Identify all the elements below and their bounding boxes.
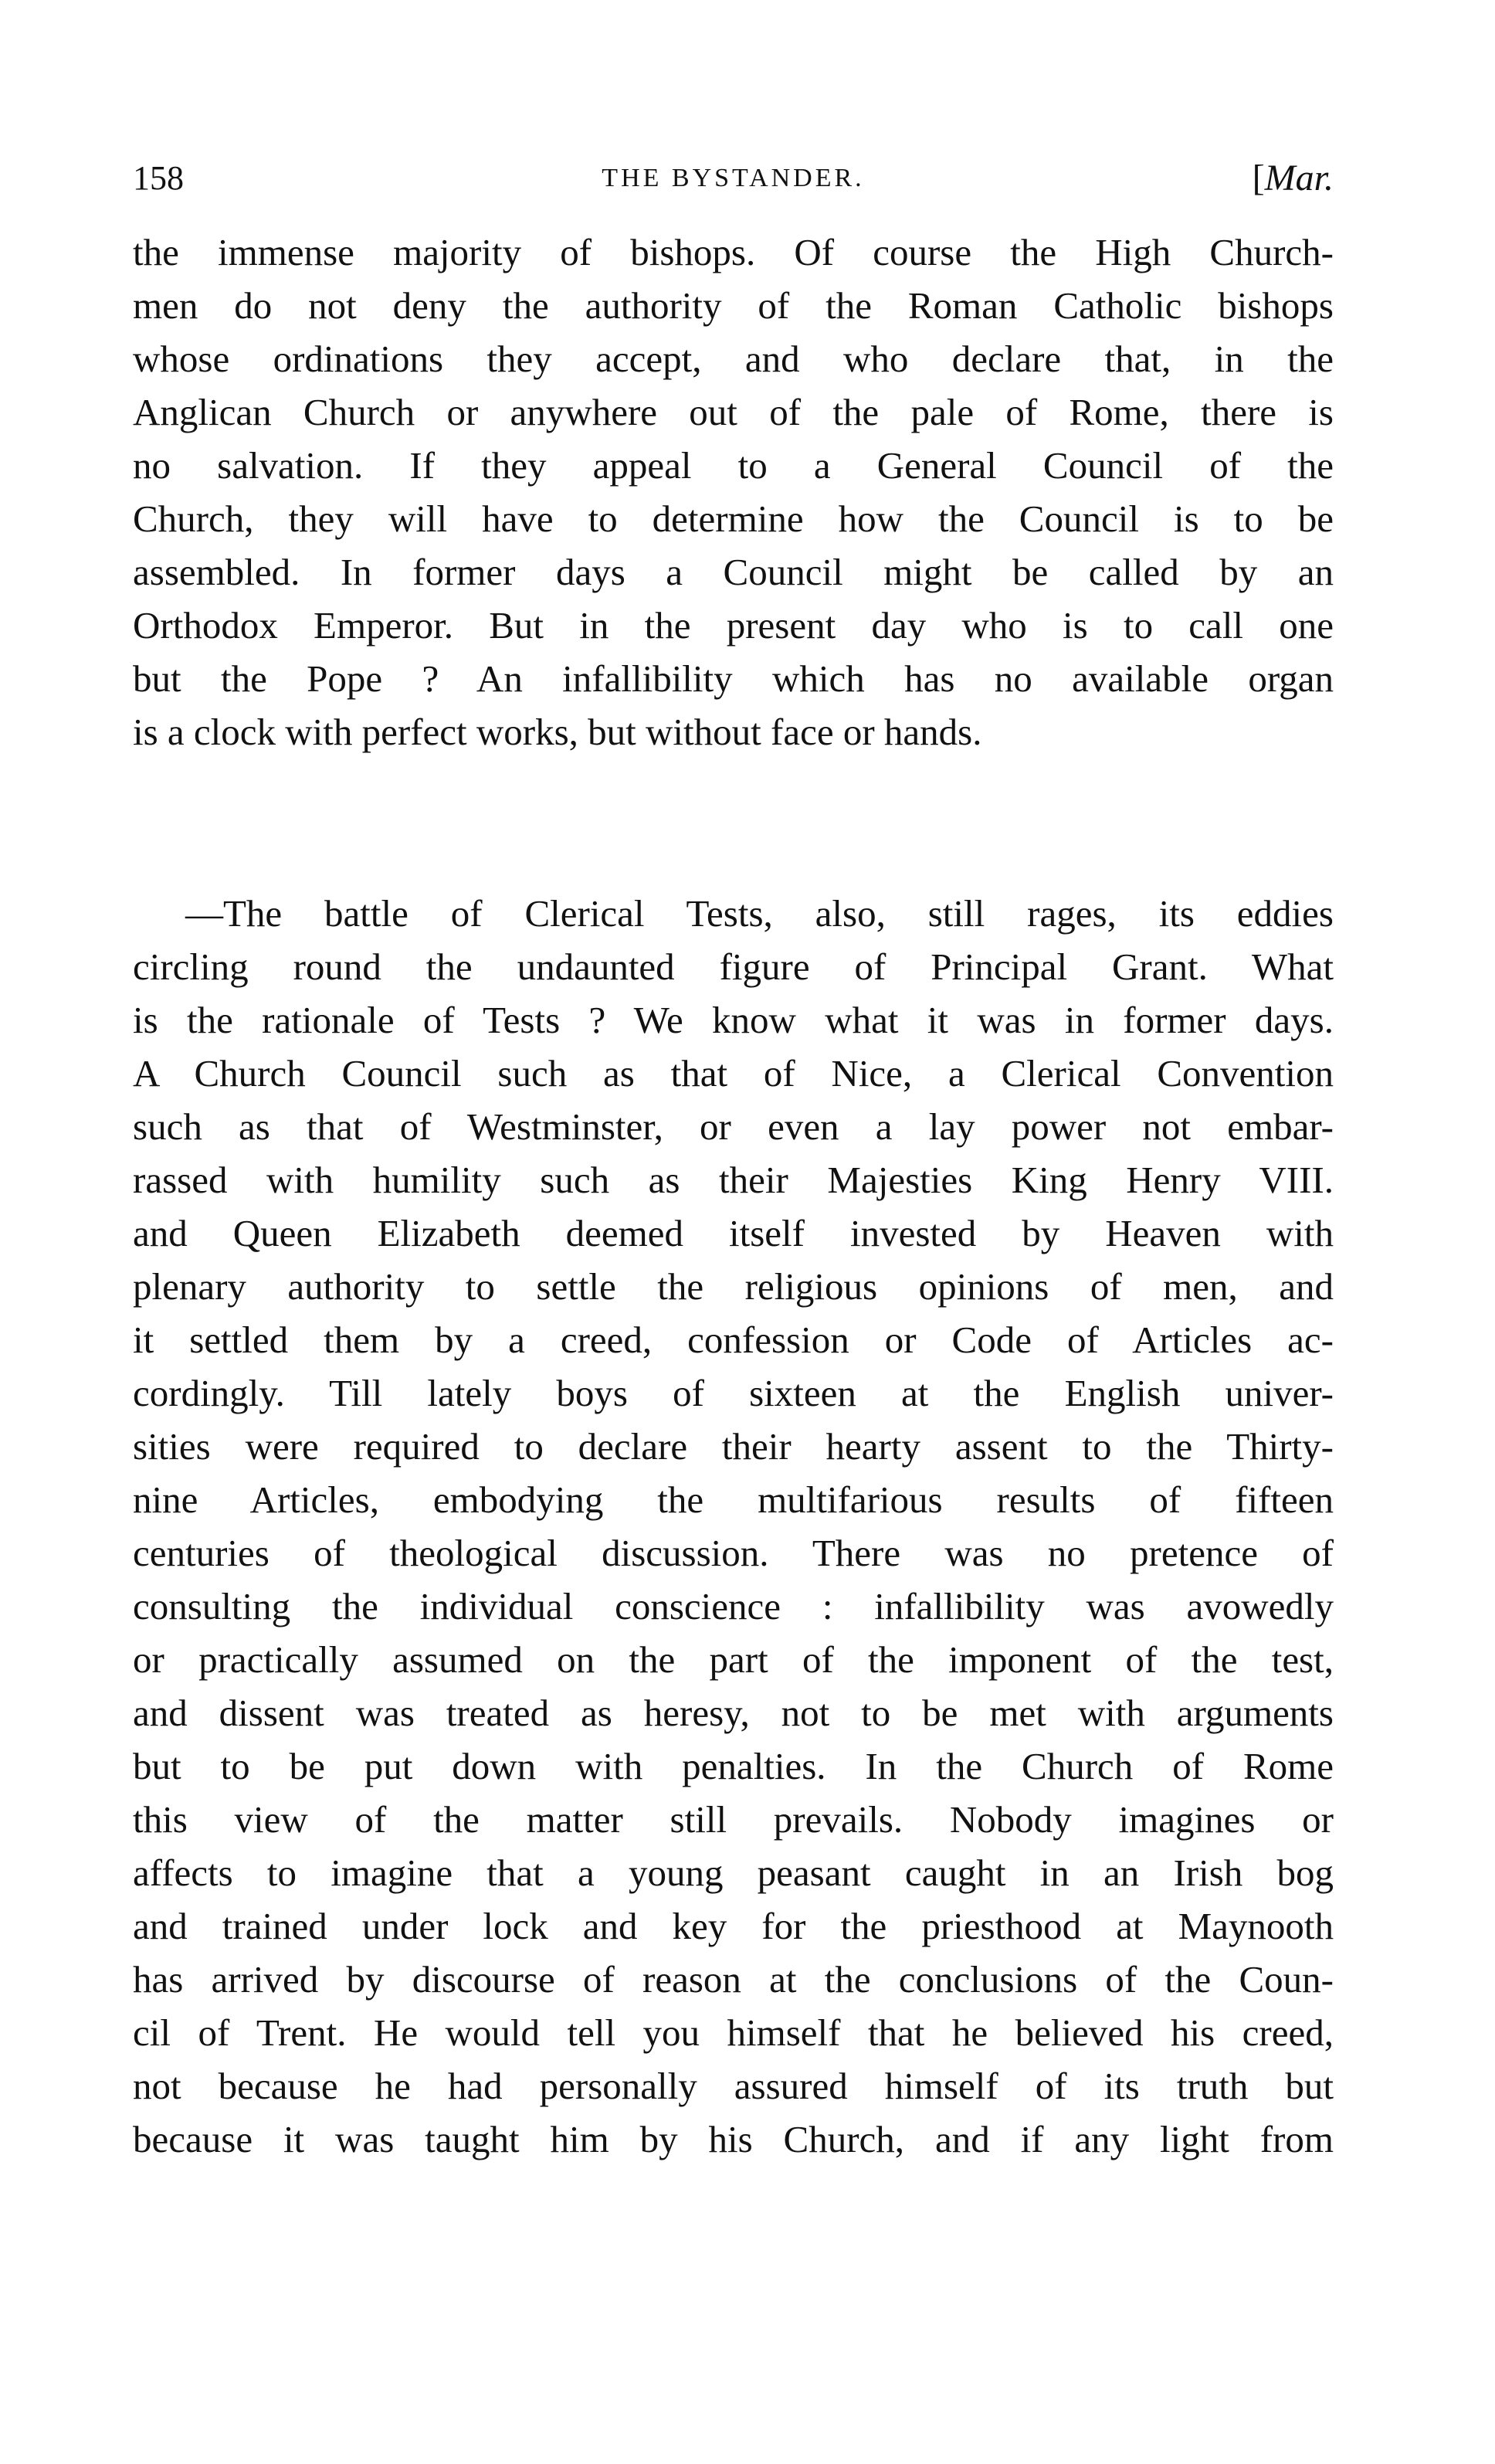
text-line: centuries of theological discussion. There was no pretence of xyxy=(133,1532,1334,1574)
text-line: sities were required to declare their hearty assent to the Thirty- xyxy=(133,1425,1334,1468)
text-line: is a clock with perfect works, but without face or hands. xyxy=(133,711,982,753)
text-line: the immense majority of bishops. Of course the High Church- xyxy=(133,231,1334,273)
text-line: affects to imagine that a young peasant caught in an Irish bog xyxy=(133,1851,1334,1894)
date-month: Mar. xyxy=(1264,158,1334,199)
paragraph xyxy=(133,887,1334,2166)
text-line: Anglican Church or anywhere out of the pale of Rome, there is xyxy=(133,391,1334,433)
text-line: such as that of Westminster, or even a lay power not embar- xyxy=(133,1105,1334,1148)
running-date xyxy=(1253,151,1334,205)
running-head xyxy=(133,151,1334,205)
text-line: and dissent was treated as heresy, not to be met with arguments xyxy=(133,1692,1334,1734)
date-bracket: [ xyxy=(1252,158,1265,199)
text-line: or practically assumed on the part of the imponent of the test, xyxy=(133,1638,1334,1681)
text-line: has arrived by discourse of reason at the conclusions of the Coun- xyxy=(133,1958,1334,2001)
text-line: it settled them by a creed, confession or Code of Articles ac- xyxy=(133,1319,1334,1361)
text-line: but the Pope ? An infallibility which has no available organ xyxy=(133,657,1334,700)
text-line: cordingly. Till lately boys of sixteen at the English univer- xyxy=(133,1372,1334,1414)
text-line: and trained under lock and key for the priesthood at Maynooth xyxy=(133,1905,1334,1947)
text-line: because it was taught him by his Church, and if any light from xyxy=(133,2118,1334,2160)
text-line: Orthodox Emperor. But in the present day who is to call one xyxy=(133,604,1334,647)
text-line: this view of the matter still prevails. Nobody imagines or xyxy=(133,1798,1334,1841)
text-line: whose ordinations they accept, and who declare that, in the xyxy=(133,338,1334,380)
text-line: nine Articles, embodying the multifarious results of fifteen xyxy=(133,1478,1334,1521)
text-line: circling round the undaunted figure of Principal Grant. What xyxy=(133,945,1334,988)
text-line: consulting the individual conscience : infallibility was avowedly xyxy=(133,1585,1334,1627)
text-line: —The battle of Clerical Tests, also, still rages, its eddies xyxy=(185,892,1334,935)
text-line: plenary authority to settle the religious opinions of men, and xyxy=(133,1265,1334,1308)
text-line: no salvation. If they appeal to a General Council of the xyxy=(133,444,1334,487)
page-number: 158 xyxy=(133,159,184,197)
text-line: assembled. In former days a Council might be called by an xyxy=(133,551,1334,593)
text-line: and Queen Elizabeth deemed itself invested by Heaven with xyxy=(133,1212,1334,1254)
text-line: rassed with humility such as their Majesties King Henry VIII. xyxy=(133,1159,1334,1201)
text-line: men do not deny the authority of the Roman Catholic bishops xyxy=(133,284,1334,327)
running-title: THE BYSTANDER. xyxy=(602,164,865,192)
text-line: not because he had personally assured himself of its truth but xyxy=(133,2065,1334,2107)
paragraph xyxy=(133,226,1334,759)
text-line: A Church Council such as that of Nice, a Clerical Convention xyxy=(133,1052,1334,1095)
text-line: is the rationale of Tests ? We know what it was in former days. xyxy=(133,999,1334,1041)
text-line: cil of Trent. He would tell you himself that he believed his creed, xyxy=(133,2011,1334,2054)
text-line: but to be put down with penalties. In the Church of Rome xyxy=(133,1745,1334,1787)
text-line: Church, they will have to determine how the Council is to be xyxy=(133,497,1334,540)
